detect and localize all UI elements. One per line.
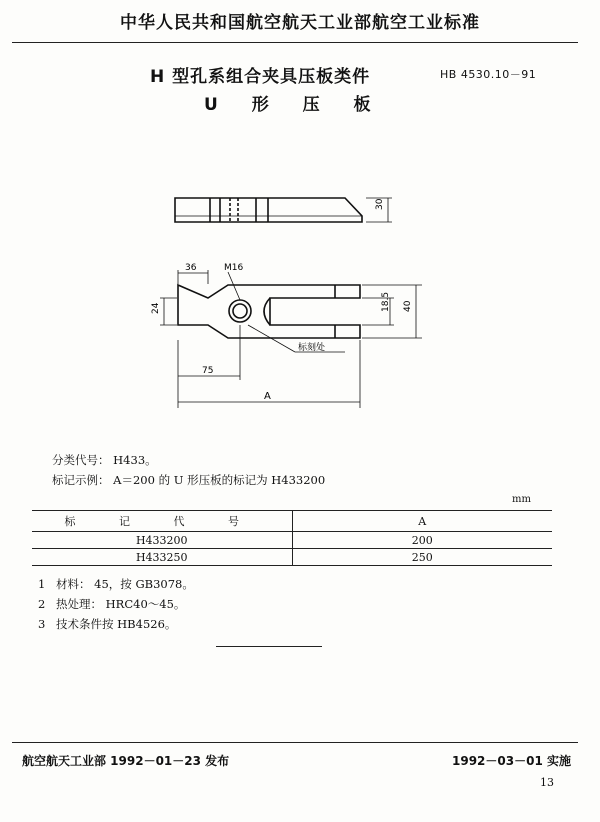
dim-a-label: A — [264, 391, 271, 402]
header-code: 标 记 代 号 — [32, 511, 292, 532]
note-number: 1 — [38, 577, 46, 591]
note-text: 材料： 45，按 GB3078。 — [56, 577, 194, 591]
cell-a: 250 — [292, 549, 552, 566]
cell-a: 200 — [292, 532, 552, 549]
technical-drawing — [130, 180, 430, 415]
side-view — [175, 198, 362, 222]
footer-divider — [12, 742, 578, 743]
mark-location-label: 标刻处 — [298, 343, 326, 353]
document-subtitle: U 形 压 板 — [204, 95, 385, 115]
unit-label: mm — [512, 494, 531, 505]
cell-code: H433250 — [32, 549, 292, 566]
technical-notes — [38, 574, 194, 634]
note-item — [38, 614, 194, 634]
page-number: 13 — [540, 776, 554, 789]
note-number: 3 — [38, 617, 46, 631]
issue-date: 航空航天工业部 1992－01－23 发布 — [22, 754, 230, 768]
plan-view — [178, 285, 360, 338]
note-item — [38, 574, 194, 594]
table-header-row — [32, 511, 552, 532]
effective-date: 1992－03－01 实施 — [452, 754, 571, 768]
dim-24-label: 24 — [151, 302, 161, 314]
spec-table — [32, 510, 552, 566]
note-text: 技术条件按 HB4526。 — [56, 617, 177, 631]
dim-40-label: 40 — [403, 300, 413, 312]
note-item — [38, 594, 194, 614]
dim-75-label: 75 — [202, 366, 214, 376]
header-divider — [12, 42, 578, 43]
marking-example: 标记示例： A＝200 的 U 形压板的标记为 H433200 — [52, 473, 326, 487]
dim-height-label: 30 — [375, 198, 385, 210]
note-number: 2 — [38, 597, 46, 611]
standard-header: 中华人民共和国航空航天工业部航空工业标准 — [120, 13, 480, 33]
plan-dimensions — [160, 270, 422, 408]
table-row — [32, 549, 552, 566]
notes-end-rule — [216, 646, 322, 647]
standard-number: HB 4530.10－91 — [440, 68, 537, 81]
table-row — [32, 532, 552, 549]
dim-18-5-label: 18.5 — [381, 291, 391, 312]
thread-label: M16 — [224, 263, 244, 273]
dim-36-label: 36 — [185, 263, 197, 273]
document-title: H 型孔系组合夹具压板类件 — [150, 67, 371, 87]
note-text: 热处理： HRC40～45。 — [56, 597, 186, 611]
header-a: A — [292, 511, 552, 532]
classification-code: 分类代号： H433。 — [52, 453, 157, 467]
cell-code: H433200 — [32, 532, 292, 549]
